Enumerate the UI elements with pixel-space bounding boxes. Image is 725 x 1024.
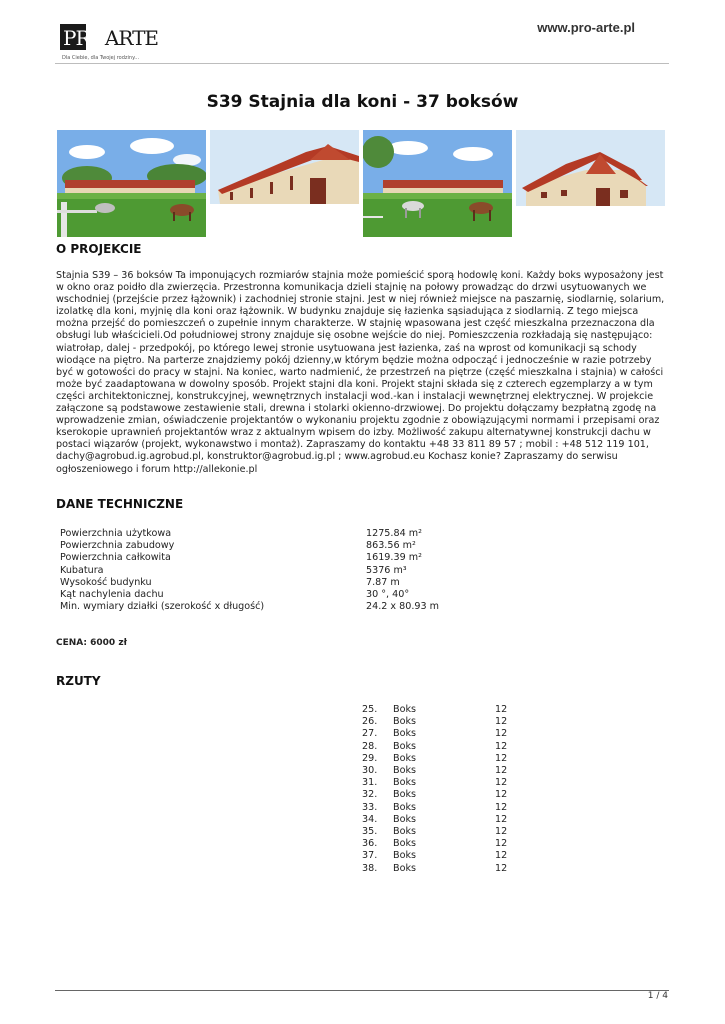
room-name: Boks <box>393 752 417 764</box>
photo-gallery <box>57 130 665 237</box>
tech-row <box>60 565 439 577</box>
room-row <box>362 802 507 814</box>
header-divider <box>55 63 669 64</box>
room-row <box>362 863 507 875</box>
room-area: 12 <box>495 765 508 777</box>
tech-value: 7.87 m <box>366 576 400 588</box>
photo-stable-with-horses-2[interactable] <box>363 130 512 237</box>
room-row <box>362 777 507 789</box>
tech-row <box>60 589 439 601</box>
logo-text-pro: PRO <box>63 26 105 50</box>
tech-label: Powierzchnia użytkowa <box>60 528 172 539</box>
tech-value: 5376 m³ <box>366 564 407 576</box>
photo-stable-side-view[interactable] <box>210 130 359 237</box>
tech-value: 30 °, 40° <box>366 589 410 601</box>
tech-label: Powierzchnia zabudowy <box>60 540 175 552</box>
room-row <box>362 728 507 740</box>
room-number: 34. <box>362 813 378 825</box>
tech-value: 1619.39 m² <box>366 552 422 564</box>
page-title: S39 Stajnia dla koni - 37 boksów <box>206 92 519 112</box>
room-name: Boks <box>393 777 417 789</box>
tech-heading: DANE TECHNICZNE <box>56 497 184 511</box>
room-number: 32. <box>362 789 378 801</box>
tech-table <box>60 528 439 613</box>
room-number: 25. <box>362 704 378 715</box>
room-area: 12 <box>495 801 508 813</box>
footer-divider <box>55 990 669 991</box>
room-area: 12 <box>495 740 508 752</box>
room-row <box>362 753 507 765</box>
room-number: 38. <box>362 862 378 874</box>
room-area: 12 <box>495 789 508 801</box>
room-row <box>362 765 507 777</box>
room-area: 12 <box>495 862 508 874</box>
room-name: Boks <box>393 704 417 715</box>
room-name: Boks <box>393 728 417 740</box>
logo-tagline: Dla Ciebie, dla Twojej rodziny... <box>62 55 140 61</box>
room-row <box>362 814 507 826</box>
logo-text <box>63 26 158 50</box>
room-number: 29. <box>362 752 378 764</box>
tech-row <box>60 528 439 540</box>
about-text: Stajnia S39 – 36 boksów Ta imponujących rozmiarów stajnia może pomieścić sporą hodowlę koni. Każdy boks wyposażony jest w okno oraz poidło dla zwierzęcia. Przestronna komunikacja dzieli stajnię na połowy prowadząc do drzwi usytuowanych we wschodniej (przejście przez łążownik) i zachodniej stronie stajni. Jest w niej również miejsce na paszarnię, siodlarnię, solarium, izolatkę dla koni, myjnię dla koni oraz łążownik. W budynku znajduje się łazienka sąsiadująca z siodlarnią. Z tego miejsca można przejść do pomieszczeń o zupełnie innym charakterze. W stajnię wpasowana jest część mieszkalna przeznaczona dla obsługi lub właścicieli.Od południowej strony znajduje się osobne wejście do niej. Pomieszczenia rozkładają się następująco: wiatrołap, dalej - przedpokój, po którego lewej stronie usytuowana jest łazienka, zaś na wprost od komunikacji są schody wiodące na piętro. Na parterze znajdziemy pokój dzienny,w którym będzie można odpocząć i jednocześnie w razie potrzeby być w gotowości do pracy w stajni. Na koniec, warto nadmienić, że przestrzeń na piętrze (część mieszkalna i stajnia) w całości może być zaadaptowana w dowolny sposób. Projekt stajni dla koni. Projekt stajni składa się z czterech egzemplarzy a w tym części architektonicznej, konstrukcyjnej, wewnętrznych instalacji wod.-kan i instalacji wewnętrznej elektrycznej. W projekcie załączone są podstawowe zestawienie stali, drewna i stolarki okienno-drzwiowej. Do projektu dołączamy bezpłatną zgodę na wprowadzenie zmian, oświadczenie projektantów o wykonaniu projektu zgodnie z obowiązującymi normami i przepisami oraz kserokopie uprawnień projektantów wraz z aktualnym wpisem do izby. Możliwość zakupu alternatywnej konstrukcji dachu w postaci wiązarów (projekt, wykonawstwo i montaż). Zapraszamy do kontaktu +48 33 811 89 57 ; mobil : +48 512 119 101, dachy@agrobud.ig.agrobud.pl, konstruktor@agrobud.ig.pl ; www.agrobud.eu Kochasz konie? Zapraszamy do serwisu ogłoszeniowego i forum http://allekonie.pl <box>56 270 665 475</box>
room-name: Boks <box>393 801 417 813</box>
room-row <box>362 741 507 753</box>
room-area: 12 <box>495 850 508 862</box>
logo-text-arte: ARTE <box>104 26 159 50</box>
room-row <box>362 716 507 728</box>
room-number: 36. <box>362 838 378 850</box>
room-number: 26. <box>362 716 378 728</box>
photo-stable-front-view[interactable] <box>516 130 665 237</box>
website-link[interactable]: www.pro-arte.pl <box>537 20 635 35</box>
room-number: 31. <box>362 777 378 789</box>
room-name: Boks <box>393 826 417 838</box>
tech-value: 863.56 m² <box>366 540 416 552</box>
room-name: Boks <box>393 850 417 862</box>
room-number: 37. <box>362 850 378 862</box>
room-name: Boks <box>393 789 417 801</box>
room-area: 12 <box>495 826 508 838</box>
tech-label: Min. wymiary działki (szerokość x długość) <box>60 601 265 613</box>
room-name: Boks <box>393 765 417 777</box>
price-label: CENA: 6000 zł <box>56 638 127 648</box>
tech-row <box>60 552 439 564</box>
room-row <box>362 850 507 862</box>
room-name: Boks <box>393 862 417 874</box>
rooms-table <box>362 704 507 875</box>
room-row <box>362 838 507 850</box>
room-area: 12 <box>495 813 508 825</box>
tech-row <box>60 601 439 613</box>
room-number: 30. <box>362 765 378 777</box>
tech-label: Kubatura <box>60 564 104 576</box>
room-number: 27. <box>362 728 378 740</box>
tech-label: Powierzchnia całkowita <box>60 552 171 564</box>
room-name: Boks <box>393 716 417 728</box>
room-area: 12 <box>495 838 508 850</box>
room-row <box>362 826 507 838</box>
room-row <box>362 704 507 716</box>
page-number: 1 / 4 <box>647 991 668 1001</box>
room-area: 12 <box>495 728 508 740</box>
room-number: 33. <box>362 801 378 813</box>
room-row <box>362 789 507 801</box>
room-number: 35. <box>362 826 378 838</box>
room-name: Boks <box>393 813 417 825</box>
room-number: 28. <box>362 740 378 752</box>
room-name: Boks <box>393 740 417 752</box>
tech-label: Wysokość budynku <box>60 576 152 588</box>
room-area: 12 <box>495 716 508 728</box>
tech-label: Kąt nachylenia dachu <box>60 589 164 601</box>
photo-stable-with-horses-1[interactable] <box>57 130 206 237</box>
tech-row <box>60 540 439 552</box>
tech-row <box>60 577 439 589</box>
tech-value: 1275.84 m² <box>366 528 422 539</box>
room-area: 12 <box>495 777 508 789</box>
room-name: Boks <box>393 838 417 850</box>
tech-value: 24.2 x 80.93 m <box>366 601 439 613</box>
about-heading: O PROJEKCIE <box>56 242 142 256</box>
room-area: 12 <box>495 752 508 764</box>
plans-heading: RZUTY <box>56 674 101 688</box>
room-area: 12 <box>495 704 508 715</box>
